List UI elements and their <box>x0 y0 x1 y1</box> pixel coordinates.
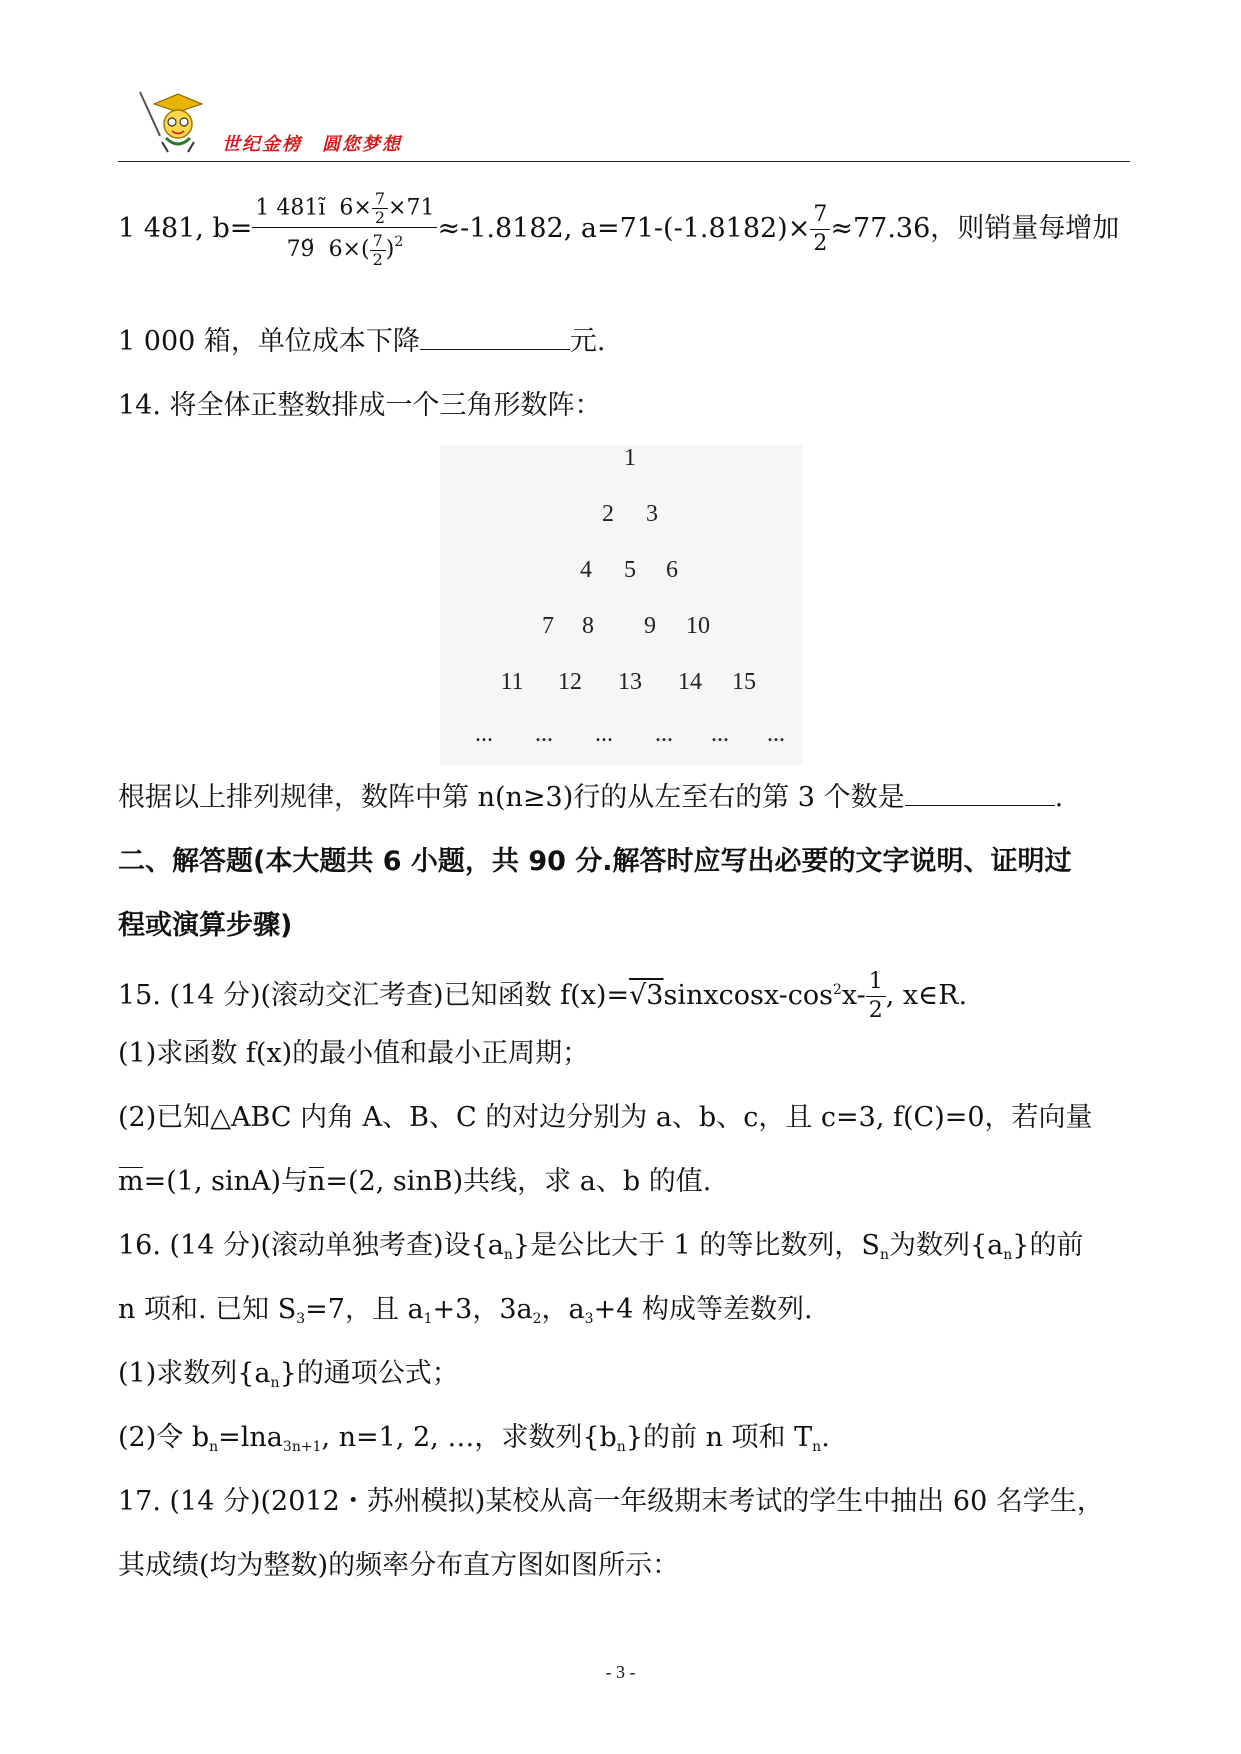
array-cell: ... <box>767 721 785 747</box>
array-cell: 2 <box>602 501 614 527</box>
array-cell: ... <box>711 721 729 747</box>
array-cell: 6 <box>666 557 678 583</box>
array-cell: 8 <box>582 613 594 639</box>
array-cell: 12 <box>558 669 582 695</box>
q16-stem-cont: n 项和. 已知 $S_3=7$，且 $a_1+3$，$3a_2$，$a_3+4$ 构成等差数列. <box>118 1294 813 1327</box>
array-cell: 3 <box>646 501 658 527</box>
q15-part2-cont: m=(1, sinA)与n=(2, sinB)共线，求 a、b 的值. <box>118 1164 711 1200</box>
q16-part1: (1)求数列$\{a_n\}$的通项公式； <box>118 1358 459 1391</box>
q14-stem: 14. 将全体正整数排成一个三角形数阵： <box>118 390 602 421</box>
array-cell: 5 <box>624 557 636 583</box>
array-cell: 9 <box>644 613 656 639</box>
q15-part1: (1)求函数 f(x)的最小值和最小正周期； <box>118 1038 590 1069</box>
array-cell: 4 <box>580 557 592 583</box>
array-cell: 15 <box>732 669 756 695</box>
q16-stem: 16. (14 分)(滚动单独考查)设$\{a_n\}$是公比大于 1 的等比数列，$S_n$为数列$\{a_n\}$的前 <box>118 1230 1084 1263</box>
header-rule <box>118 161 1130 162</box>
a-fraction: $\frac{7}{2}$ <box>810 201 830 258</box>
q16-part2: (2)令 $b_n=\ln a_{3n+1}$, n=1, 2, …，求数列$\{b_n\}$的前 n 项和 $T_n$. <box>118 1422 830 1455</box>
answer-blank <box>420 325 570 350</box>
q15-part2: (2)已知△ABC 内角 A、B、C 的对边分别为 a、b、c，且 c=3, f(C)=0，若向量 <box>118 1102 1093 1133</box>
graduate-mascot-icon <box>132 84 212 154</box>
array-cell: 13 <box>618 669 642 695</box>
array-cell: ... <box>535 721 553 747</box>
section-heading: 二、解答题(本大题共 6 小题，共 90 分.解答时应写出必要的文字说明、证明过 <box>118 846 1072 877</box>
array-cell: ... <box>655 721 673 747</box>
array-cell: 7 <box>542 613 554 639</box>
array-cell: ... <box>595 721 613 747</box>
array-cell: 14 <box>678 669 702 695</box>
q14-question: 根据以上排列规律，数阵中第 n(n≥3)行的从左至右的第 3 个数是 . <box>118 782 1064 813</box>
array-cell: 11 <box>500 669 524 695</box>
section-heading-cont: 程或演算步骤) <box>118 910 293 941</box>
vector-m: m <box>118 1164 144 1200</box>
array-cell: 10 <box>686 613 710 639</box>
array-cell: 1 <box>624 445 636 471</box>
vector-n: n <box>308 1164 325 1200</box>
q17-stem-cont: 其成绩(均为整数)的频率分布直方图如图所示： <box>118 1550 680 1581</box>
regression-formula-line: 1 481, b= 1 481ĩ 6× $\frac{7}{2}$ ×71 79 6×( $\frac{7}{2}$ )$^2$ ≈-1.8182, a=71-(-1.8182)× $\frac{7}{2}$ ≈77.36，则销量每增加 <box>118 189 1120 269</box>
q15-stem: 15. (14 分)(滚动交汇考查)已知函数 $f(x)=√3sinxcosx-\cos^2x-$ $\frac{1}{2}$ , x∈R. <box>118 969 968 1023</box>
triangle-array-figure <box>440 445 802 765</box>
q17-stem: 17. (14 分)(2012・苏州模拟)某校从高一年级期末考试的学生中抽出 60 名学生， <box>118 1486 1104 1517</box>
array-cell: ... <box>475 721 493 747</box>
b-fraction: 1 481ĩ 6× $\frac{7}{2}$ ×71 79 6×( $\frac{7}{2}$ )$^2$ <box>252 190 437 269</box>
header-slogan: 世纪金榜 圆您梦想 <box>222 134 402 155</box>
page-number: - 3 - <box>605 1662 636 1682</box>
answer-blank <box>905 781 1055 806</box>
q13-tail: 1 000 箱，单位成本下降 元. <box>118 326 606 357</box>
